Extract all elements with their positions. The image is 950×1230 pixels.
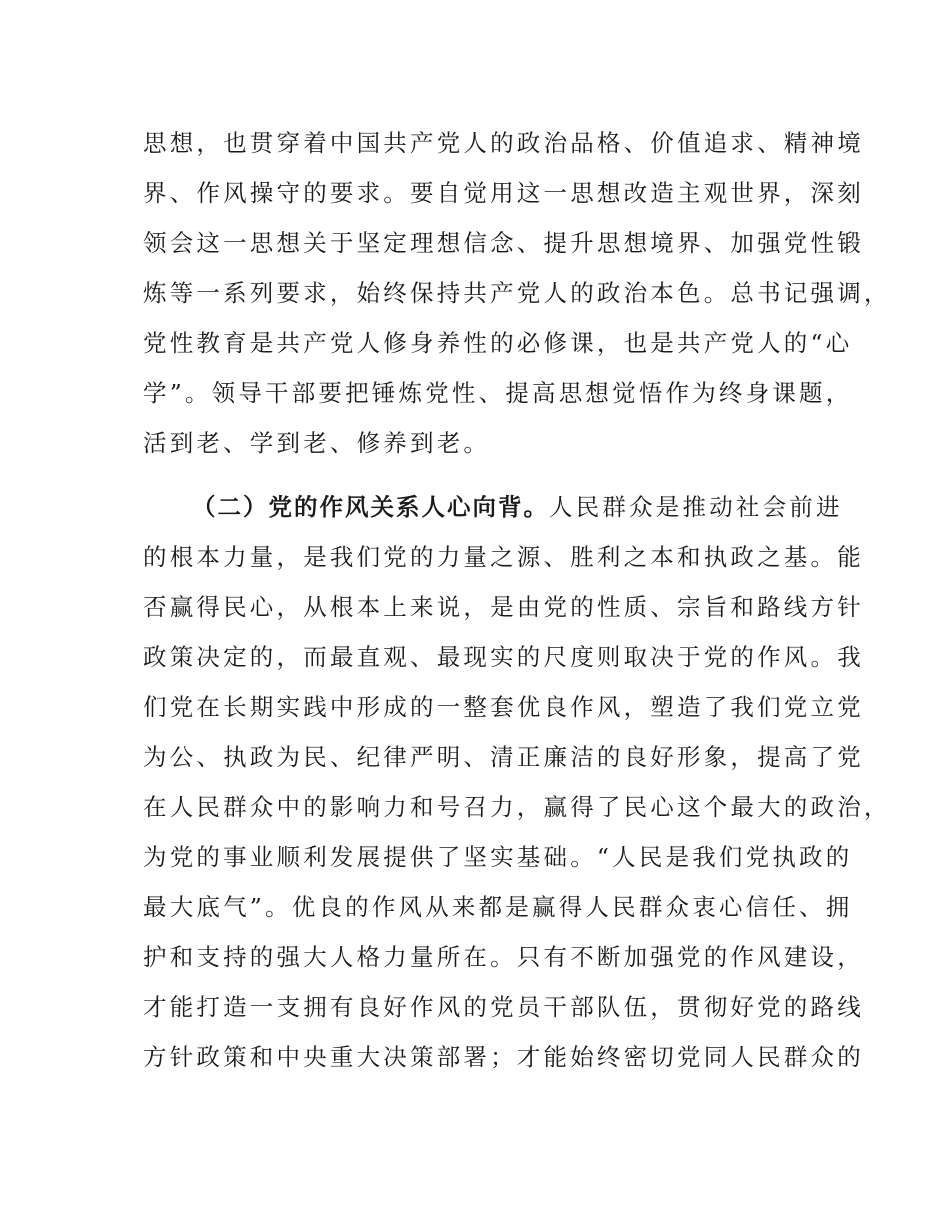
- paragraph-1-line-5: 党性教育是共产党人修身养性的必修课，也是共产党人的“心: [143, 329, 853, 357]
- paragraph-2-line-11: 才能打造一支拥有良好作风的党员干部队伍，贯彻好党的路线: [143, 993, 864, 1021]
- paragraph-2-line-8: 为党的事业顺利发展提供了坚实基础。“人民是我们党执政的: [143, 843, 853, 871]
- paragraph-2-line-3: 否赢得民心，从根本上来说，是由党的性质、宗旨和路线方针: [143, 593, 864, 621]
- paragraph-2-line-6: 为公、执政为民、纪律严明、清正廉洁的良好形象，提高了党: [143, 743, 864, 771]
- paragraph-2-line-10: 护和支持的强大人格力量所在。只有不断加强党的作风建设，: [143, 943, 864, 971]
- paragraph-1-line-7: 活到老、学到老、修养到老。: [143, 429, 491, 457]
- paragraph-1-line-2: 界、作风操守的要求。要自觉用这一思想改造主观世界，深刻: [143, 179, 864, 207]
- paragraph-2-line-12: 方针政策和中央重大决策部署；才能始终密切党同人民群众的: [143, 1043, 864, 1071]
- paragraph-1-line-1: 思想，也贯穿着中国共产党人的政治品格、价值追求、精神境: [143, 129, 864, 157]
- paragraph-2-line-4: 政策决定的，而最直观、最现实的尺度则取决于党的作风。我: [143, 643, 864, 671]
- paragraph-2-line-5: 们党在长期实践中形成的一整套优良作风，塑造了我们党立党: [143, 693, 864, 721]
- paragraph-2-first-line: [192, 489, 843, 525]
- paragraph-2-line-7: 在人民群众中的影响力和号召力，赢得了民心这个最大的政治，: [143, 793, 891, 821]
- paragraph-2-line-9: 最大底气”。优良的作风从来都是赢得人民群众衷心信任、拥: [143, 893, 853, 921]
- paragraph-1-line-4: 炼等一系列要求，始终保持共产党人的政治本色。总书记强调，: [143, 279, 891, 307]
- paragraph-1-line-6: 学”。领导干部要把锤炼党性、提高思想觉悟作为终身课题，: [143, 379, 853, 407]
- paragraph-1-line-3: 领会这一思想关于坚定理想信念、提升思想境界、加强党性锻: [143, 229, 864, 257]
- paragraph-2-line-2: 的根本力量，是我们党的力量之源、胜利之本和执政之基。能: [143, 543, 864, 571]
- paragraph-2-first-line-text: 人民群众是推动社会前进: [549, 493, 843, 521]
- section-heading: （二）党的作风关系人心向背。: [192, 493, 549, 521]
